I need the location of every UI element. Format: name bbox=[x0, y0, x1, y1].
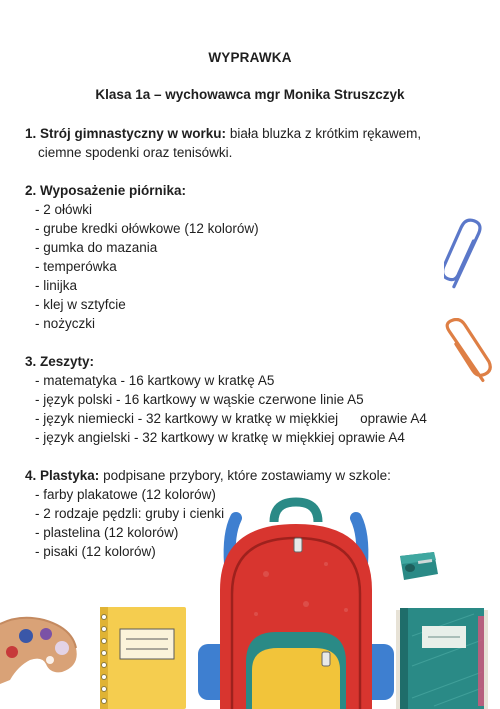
item-list bbox=[25, 200, 465, 333]
list-item: - nożyczki bbox=[35, 316, 96, 331]
backpack-icon bbox=[196, 494, 396, 709]
section-gym-clothes bbox=[25, 124, 465, 162]
section-pencil-case bbox=[25, 181, 465, 333]
list-item: - grube kredki ołówkowe (12 kolorów) bbox=[35, 221, 259, 236]
document-subtitle: Klasa 1a – wychowawca mgr Monika Struszczyk bbox=[95, 87, 405, 102]
section-notebooks bbox=[25, 352, 465, 447]
list-item: - linijka bbox=[35, 278, 78, 293]
section-text-continuation: ciemne spodenki oraz tenisówki. bbox=[38, 145, 233, 160]
list-item: - język angielski - 32 kartkowy w kratkę w miękkiej oprawie A4 bbox=[35, 430, 405, 445]
list-item: - temperówka bbox=[35, 259, 117, 274]
item-list bbox=[25, 371, 465, 447]
section-text: biała bluzka z krótkim rękawem, bbox=[229, 126, 422, 141]
list-item: - klej w sztyfcie bbox=[35, 297, 126, 312]
list-item: - gumka do mazania bbox=[35, 240, 158, 255]
paperclip-orange-icon bbox=[440, 318, 492, 390]
document-title: WYPRAWKA bbox=[208, 50, 292, 65]
list-item: - pisaki (12 kolorów) bbox=[35, 544, 156, 559]
section-heading: 1. Strój gimnastyczny w worku: bbox=[25, 126, 227, 141]
list-item: - język polski - 16 kartkowy w wąskie czerwone linie A5 bbox=[35, 392, 364, 407]
list-item: - plastelina (12 kolorów) bbox=[35, 525, 179, 540]
sharpener-icon bbox=[396, 548, 442, 584]
paperclip-blue-icon bbox=[444, 218, 486, 298]
section-heading: 2. Wyposażenie piórnika: bbox=[25, 183, 187, 198]
list-item: - 2 ołówki bbox=[35, 202, 93, 217]
list-item: - 2 rodzaje pędzli: gruby i cienki bbox=[35, 506, 225, 521]
palette-icon bbox=[0, 614, 80, 686]
notebook-yellow-icon bbox=[94, 603, 190, 709]
section-heading: 3. Zeszyty: bbox=[25, 354, 95, 369]
section-text: podpisane przybory, które zostawiamy w szkole: bbox=[103, 468, 391, 483]
list-item: - farby plakatowe (12 kolorów) bbox=[35, 487, 216, 502]
list-item: - matematyka - 16 kartkowy w kratkę A5 bbox=[35, 373, 275, 388]
list-item: - język niemiecki - 32 kartkowy w kratkę w miękkiej oprawie A4 bbox=[35, 411, 427, 426]
notebook-teal-icon bbox=[394, 606, 490, 709]
section-heading: 4. Plastyka: bbox=[25, 468, 100, 483]
